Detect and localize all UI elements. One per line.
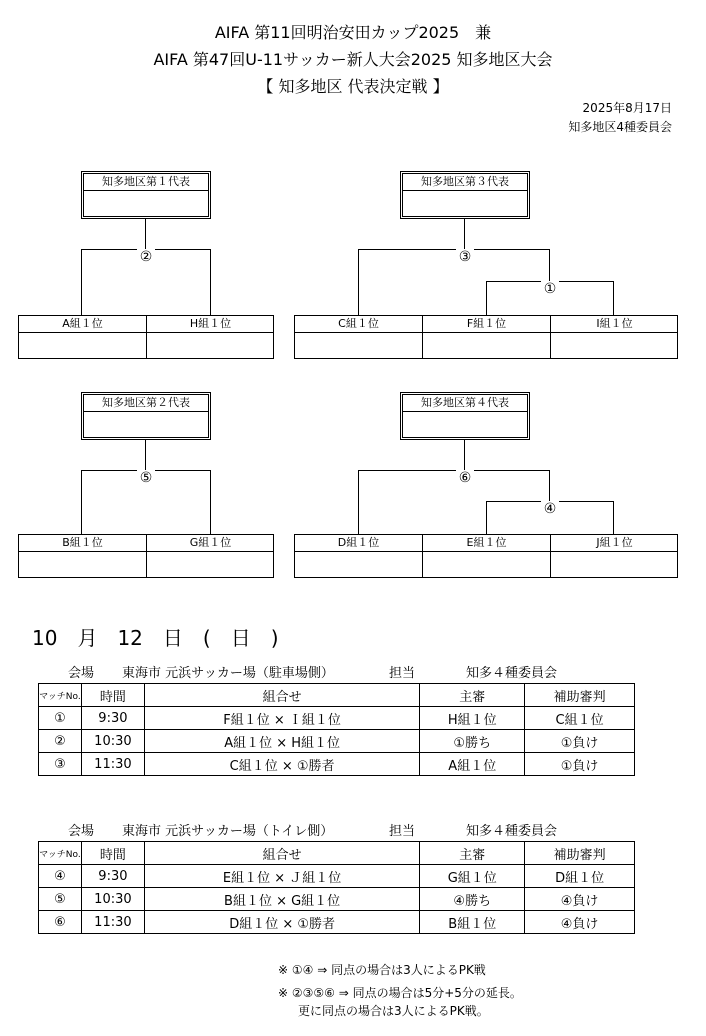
table-row	[39, 865, 635, 888]
venue-label: 会場	[68, 824, 95, 839]
representative-box-4	[400, 392, 530, 440]
seed-label: B組１位	[62, 536, 103, 549]
table-cell: ④負け	[525, 888, 635, 911]
seed-label: I組１位	[596, 317, 633, 330]
seed-boxes-group-d	[294, 534, 678, 578]
header-cell: マッチNo.	[39, 842, 82, 865]
representative-label-4: 知多地区第４代表	[403, 395, 527, 412]
bracket-line	[613, 501, 614, 534]
table-cell: 10:30	[81, 730, 144, 753]
table-cell: 11:30	[81, 911, 144, 934]
seed-label: D組１位	[337, 536, 380, 549]
charge-name: 知多４種委員会	[466, 824, 558, 839]
header-cell: 主審	[420, 684, 525, 707]
charge-label: 担当	[389, 824, 416, 839]
bracket-line	[464, 440, 465, 470]
table-cell: 9:30	[81, 865, 144, 888]
header-cell: 主審	[420, 842, 525, 865]
table-cell: ①	[39, 707, 82, 730]
match-number-4: ④	[541, 501, 559, 517]
seed-boxes-group-b	[18, 534, 274, 578]
table-cell: A組１位	[420, 753, 525, 776]
bracket-line	[81, 249, 82, 315]
table-cell: ④	[39, 865, 82, 888]
representative-label-3: 知多地区第３代表	[403, 174, 527, 191]
seed-label: F組１位	[466, 317, 507, 330]
bracket-line	[358, 249, 550, 250]
representative-box-1	[81, 171, 211, 219]
bracket-line	[145, 440, 146, 470]
header-cell: 組合せ	[144, 684, 419, 707]
organizer: 知多地区4種委員会	[568, 120, 672, 134]
match-number-3: ③	[456, 249, 474, 265]
table-cell: 9:30	[81, 707, 144, 730]
table-row	[39, 730, 635, 753]
match-number-5: ⑤	[137, 470, 155, 486]
bracket-line	[549, 249, 550, 281]
table-cell: G組１位	[420, 865, 525, 888]
bracket-line	[549, 470, 550, 501]
representative-box-2	[81, 392, 211, 440]
bracket-line	[210, 249, 211, 315]
table-cell: 10:30	[81, 888, 144, 911]
header-cell: 時間	[81, 684, 144, 707]
table-cell: C組１位 × ①勝者	[144, 753, 419, 776]
bracket-line	[464, 219, 465, 249]
header-cell: 組合せ	[144, 842, 419, 865]
charge-name: 知多４種委員会	[466, 666, 558, 681]
table-row	[39, 753, 635, 776]
seed-label: E組１位	[466, 536, 507, 549]
match-number-1: ①	[541, 281, 559, 297]
bracket-line	[613, 281, 614, 315]
note-extra-time: ※ ②③⑤⑥ ⇒ 同点の場合は5分+5分の延長。	[278, 986, 522, 1000]
title-line-3: 【 知多地区 代表決定戦 】	[257, 77, 449, 96]
table-cell: D組１位 × ①勝者	[144, 911, 419, 934]
seed-label: A組１位	[62, 317, 103, 330]
note-pk: ※ ①④ ⇒ 同点の場合は3人によるPK戦	[278, 963, 486, 977]
bracket-line	[81, 470, 82, 534]
table-header-row	[39, 684, 635, 707]
seed-label: H組１位	[189, 317, 232, 330]
table-row	[39, 888, 635, 911]
match-number-6: ⑥	[456, 470, 474, 486]
representative-label-2: 知多地区第２代表	[84, 395, 208, 412]
seed-boxes-group-a	[18, 315, 274, 359]
table-cell: B組１位 × G組１位	[144, 888, 419, 911]
header-cell: マッチNo.	[39, 684, 82, 707]
table-cell: 11:30	[81, 753, 144, 776]
table-cell: A組１位 × H組１位	[144, 730, 419, 753]
header-cell: 補助審判	[525, 684, 635, 707]
table-cell: ④勝ち	[420, 888, 525, 911]
match-date-heading: 10 月 12 日 ( 日 )	[32, 626, 279, 650]
representative-box-3	[400, 171, 530, 219]
venue-name: 東海市 元浜サッカー場（駐車場側）	[122, 666, 334, 681]
table-row	[39, 911, 635, 934]
header-cell: 補助審判	[525, 842, 635, 865]
seed-label: G組１位	[189, 536, 232, 549]
bracket-line	[210, 470, 211, 534]
bracket-line	[358, 470, 550, 471]
charge-label: 担当	[389, 666, 416, 681]
header-cell: 時間	[81, 842, 144, 865]
schedule-table-1	[38, 683, 635, 776]
table-cell: ③	[39, 753, 82, 776]
bracket-line	[358, 470, 359, 534]
table-cell: ①負け	[525, 753, 635, 776]
match-number-2: ②	[137, 249, 155, 265]
table-cell: H組１位	[420, 707, 525, 730]
venue-label: 会場	[68, 666, 95, 681]
bracket-line	[486, 501, 487, 534]
title-line-2: AIFA 第47回U-11サッカー新人大会2025 知多地区大会	[153, 50, 553, 69]
seed-label: J組１位	[596, 536, 633, 549]
bracket-line	[358, 249, 359, 315]
table-cell: ②	[39, 730, 82, 753]
table-cell: F組１位 × Ｉ組１位	[144, 707, 419, 730]
representative-label-1: 知多地区第１代表	[84, 174, 208, 191]
table-cell: ⑤	[39, 888, 82, 911]
bracket-line	[145, 219, 146, 249]
table-cell: D組１位	[525, 865, 635, 888]
table-cell: ④負け	[525, 911, 635, 934]
seed-label: C組１位	[338, 317, 379, 330]
seed-boxes-group-c	[294, 315, 678, 359]
title-line-1: AIFA 第11回明治安田カップ2025 兼	[214, 23, 492, 42]
note-pk-after-extra: 更に同点の場合は3人によるPK戦。	[298, 1004, 489, 1018]
issue-date: 2025年8月17日	[582, 101, 672, 115]
table-cell: E組１位 × Ｊ組１位	[144, 865, 419, 888]
schedule-table-2	[38, 841, 635, 934]
venue-name: 東海市 元浜サッカー場（トイレ側）	[122, 824, 334, 839]
table-row	[39, 707, 635, 730]
table-cell: ⑥	[39, 911, 82, 934]
table-cell: ①負け	[525, 730, 635, 753]
bracket-line	[486, 281, 487, 315]
table-cell: ①勝ち	[420, 730, 525, 753]
table-cell: B組１位	[420, 911, 525, 934]
table-cell: C組１位	[525, 707, 635, 730]
table-header-row	[39, 842, 635, 865]
